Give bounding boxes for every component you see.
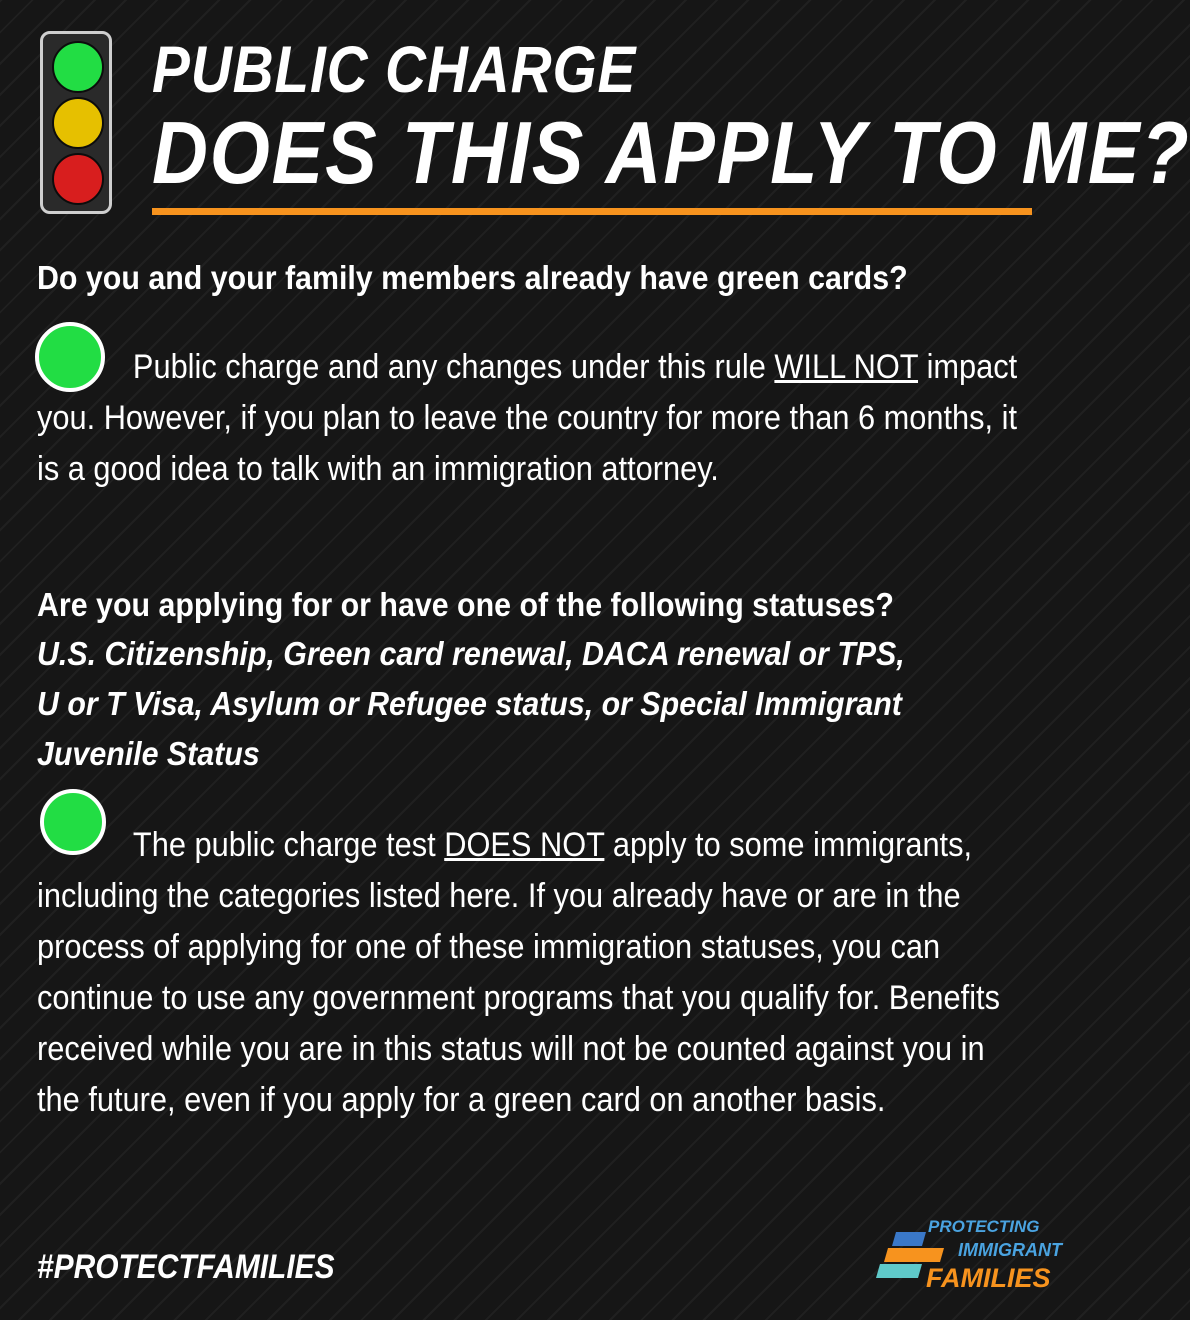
answer-text-before: The public charge test bbox=[132, 826, 445, 864]
title-line-2: DOES THIS APPLY TO ME? bbox=[152, 103, 1190, 202]
yellow-light bbox=[52, 97, 104, 149]
status-list bbox=[37, 629, 1040, 779]
logo-text-immigrant: IMMIGRANT bbox=[958, 1240, 1062, 1260]
traffic-light-icon bbox=[40, 31, 112, 214]
protecting-immigrant-families-logo bbox=[874, 1214, 1064, 1298]
title-line-1: PUBLIC CHARGE bbox=[152, 32, 637, 106]
answer-text-after: apply to some immigrants, including the categories listed here. If you already have or are in the process of applying for one of these immigration statuses, you can continue to use any government programs that you qualify for. Benefits received while you are in this status will not be counted against you in the future, even if you apply for a green card on another basis. bbox=[37, 826, 1000, 1119]
hashtag: #PROTECTFAMILIES bbox=[37, 1248, 335, 1286]
red-light bbox=[52, 153, 104, 205]
title-underline bbox=[152, 208, 1032, 215]
status-list-line-2: U or T Visa, Asylum or Refugee status, or Special Immigrant bbox=[37, 685, 902, 722]
answer-green-cards bbox=[37, 342, 1033, 495]
green-light bbox=[52, 41, 104, 93]
status-list-line-3: Juvenile Status bbox=[37, 735, 260, 772]
answer-text-before: Public charge and any changes under this rule bbox=[132, 348, 775, 386]
logo-text-protecting: PROTECTING bbox=[928, 1217, 1040, 1236]
answer-emphasis: DOES NOT bbox=[444, 826, 605, 864]
question-green-cards: Do you and your family members already have green cards? bbox=[37, 259, 908, 296]
answer-statuses bbox=[37, 820, 1033, 1126]
logo-text-families: FAMILIES bbox=[926, 1263, 1051, 1293]
answer-emphasis: WILL NOT bbox=[774, 348, 919, 386]
answer-text-after: impact you. However, if you plan to leave the country for more than 6 months, it is a good idea to talk with an immigration attorney. bbox=[37, 348, 1018, 488]
status-list-line-1: U.S. Citizenship, Green card renewal, DACA renewal or TPS, bbox=[37, 635, 905, 672]
question-statuses: Are you applying for or have one of the following statuses? bbox=[37, 586, 894, 623]
